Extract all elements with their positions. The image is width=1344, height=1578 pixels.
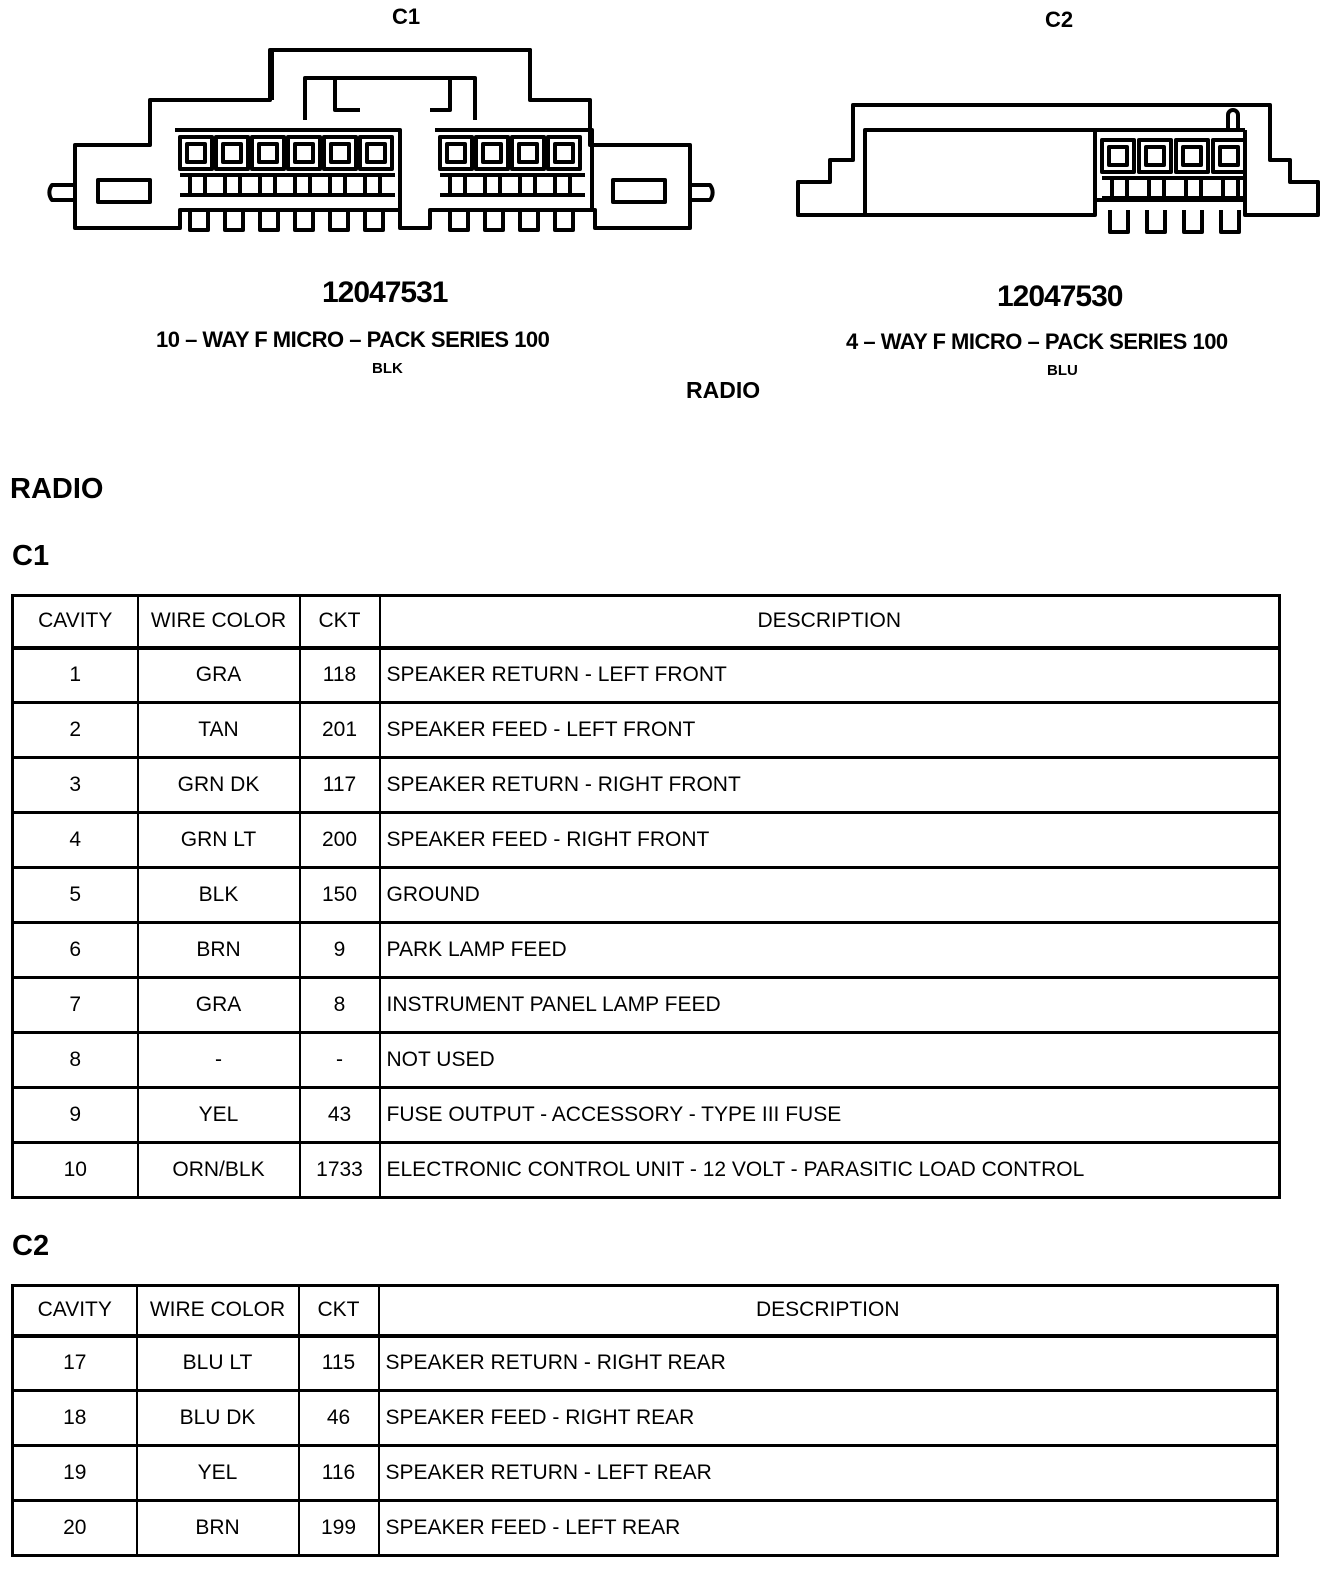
cavity-cell: 1 [13,648,138,703]
cavity-cell: 4 [13,813,138,868]
wire-color-cell: BLU LT [137,1336,299,1391]
wire-color-cell: GRA [138,648,300,703]
table-c1 [11,594,1281,1199]
wire-color-cell: GRN LT [138,813,300,868]
table-row [13,923,1280,978]
ckt-cell: 118 [300,648,380,703]
section-title: RADIO [10,473,104,505]
ckt-cell: 43 [300,1088,380,1143]
wire-color-cell: ORN/BLK [138,1143,300,1198]
table-c2 [11,1284,1279,1557]
ckt-cell: 116 [299,1446,379,1501]
table-row [13,1391,1278,1446]
table-c2-title: C2 [12,1230,50,1262]
description-cell: SPEAKER FEED - LEFT REAR [379,1501,1278,1556]
c1-part-number: 12047531 [322,276,448,309]
table-row [13,868,1280,923]
description-cell: SPEAKER RETURN - LEFT FRONT [380,648,1280,703]
ckt-cell: 46 [299,1391,379,1446]
description-cell: NOT USED [380,1033,1280,1088]
wire-color-cell: - [138,1033,300,1088]
wire-color-cell: YEL [137,1446,299,1501]
table-row [13,813,1280,868]
cavity-cell: 6 [13,923,138,978]
c1-label: C1 [392,4,421,29]
ckt-cell: 150 [300,868,380,923]
ckt-cell: 200 [300,813,380,868]
wire-color-cell: TAN [138,703,300,758]
wire-color-cell: BRN [137,1501,299,1556]
cavity-cell: 17 [13,1336,137,1391]
description-cell: SPEAKER RETURN - RIGHT FRONT [380,758,1280,813]
cavity-cell: 9 [13,1088,138,1143]
description-cell: SPEAKER RETURN - LEFT REAR [379,1446,1278,1501]
header-ckt: CKT [299,1286,379,1336]
table-row [13,648,1280,703]
ckt-cell: 8 [300,978,380,1033]
connector-c2-drawing [798,105,1318,232]
description-cell: INSTRUMENT PANEL LAMP FEED [380,978,1280,1033]
cavity-cell: 5 [13,868,138,923]
table-row [13,1033,1280,1088]
description-cell: SPEAKER FEED - RIGHT FRONT [380,813,1280,868]
description-cell: SPEAKER FEED - RIGHT REAR [379,1391,1278,1446]
wire-color-cell: YEL [138,1088,300,1143]
ckt-cell: 117 [300,758,380,813]
cavity-cell: 3 [13,758,138,813]
ckt-cell: 115 [299,1336,379,1391]
header-cavity: CAVITY [13,1286,137,1336]
ckt-cell: 201 [300,703,380,758]
connector-drawings [0,0,1344,420]
cavity-cell: 7 [13,978,138,1033]
table-row [13,758,1280,813]
table-row [13,978,1280,1033]
table-row [13,1088,1280,1143]
cavity-cell: 19 [13,1446,137,1501]
header-description: DESCRIPTION [380,596,1280,648]
description-cell: PARK LAMP FEED [380,923,1280,978]
cavity-cell: 10 [13,1143,138,1198]
ckt-cell: 9 [300,923,380,978]
table-row [13,1501,1278,1556]
wire-color-cell: BLK [138,868,300,923]
table-row [13,1446,1278,1501]
ckt-cell: - [300,1033,380,1088]
header-wire-color: WIRE COLOR [137,1286,299,1336]
header-wire-color: WIRE COLOR [138,596,300,648]
description-cell: GROUND [380,868,1280,923]
cavity-cell: 8 [13,1033,138,1088]
table-row [13,703,1280,758]
wire-color-cell: GRA [138,978,300,1033]
description-cell: ELECTRONIC CONTROL UNIT - 12 VOLT - PARASITIC LOAD CONTROL [380,1143,1280,1198]
wire-color-cell: GRN DK [138,758,300,813]
wire-color-cell: BLU DK [137,1391,299,1446]
cavity-cell: 2 [13,703,138,758]
wire-color-cell: BRN [138,923,300,978]
header-description: DESCRIPTION [379,1286,1278,1336]
c2-description: 4 – WAY F MICRO – PACK SERIES 100 [846,329,1228,354]
description-cell: FUSE OUTPUT - ACCESSORY - TYPE III FUSE [380,1088,1280,1143]
c2-label: C2 [1045,7,1074,32]
connector-c1-drawing [49,50,712,230]
cavity-cell: 18 [13,1391,137,1446]
header-cavity: CAVITY [13,596,138,648]
description-cell: SPEAKER FEED - LEFT FRONT [380,703,1280,758]
table-c1-title: C1 [12,540,50,572]
c1-description: 10 – WAY F MICRO – PACK SERIES 100 [156,327,550,352]
description-cell: SPEAKER RETURN - RIGHT REAR [379,1336,1278,1391]
ckt-cell: 199 [299,1501,379,1556]
c1-color: BLK [372,360,403,377]
diagram-title: RADIO [686,377,761,403]
table-row [13,1143,1280,1198]
header-ckt: CKT [300,596,380,648]
cavity-cell: 20 [13,1501,137,1556]
ckt-cell: 1733 [300,1143,380,1198]
c2-part-number: 12047530 [997,280,1123,313]
table-row [13,1336,1278,1391]
c2-color: BLU [1047,362,1078,379]
